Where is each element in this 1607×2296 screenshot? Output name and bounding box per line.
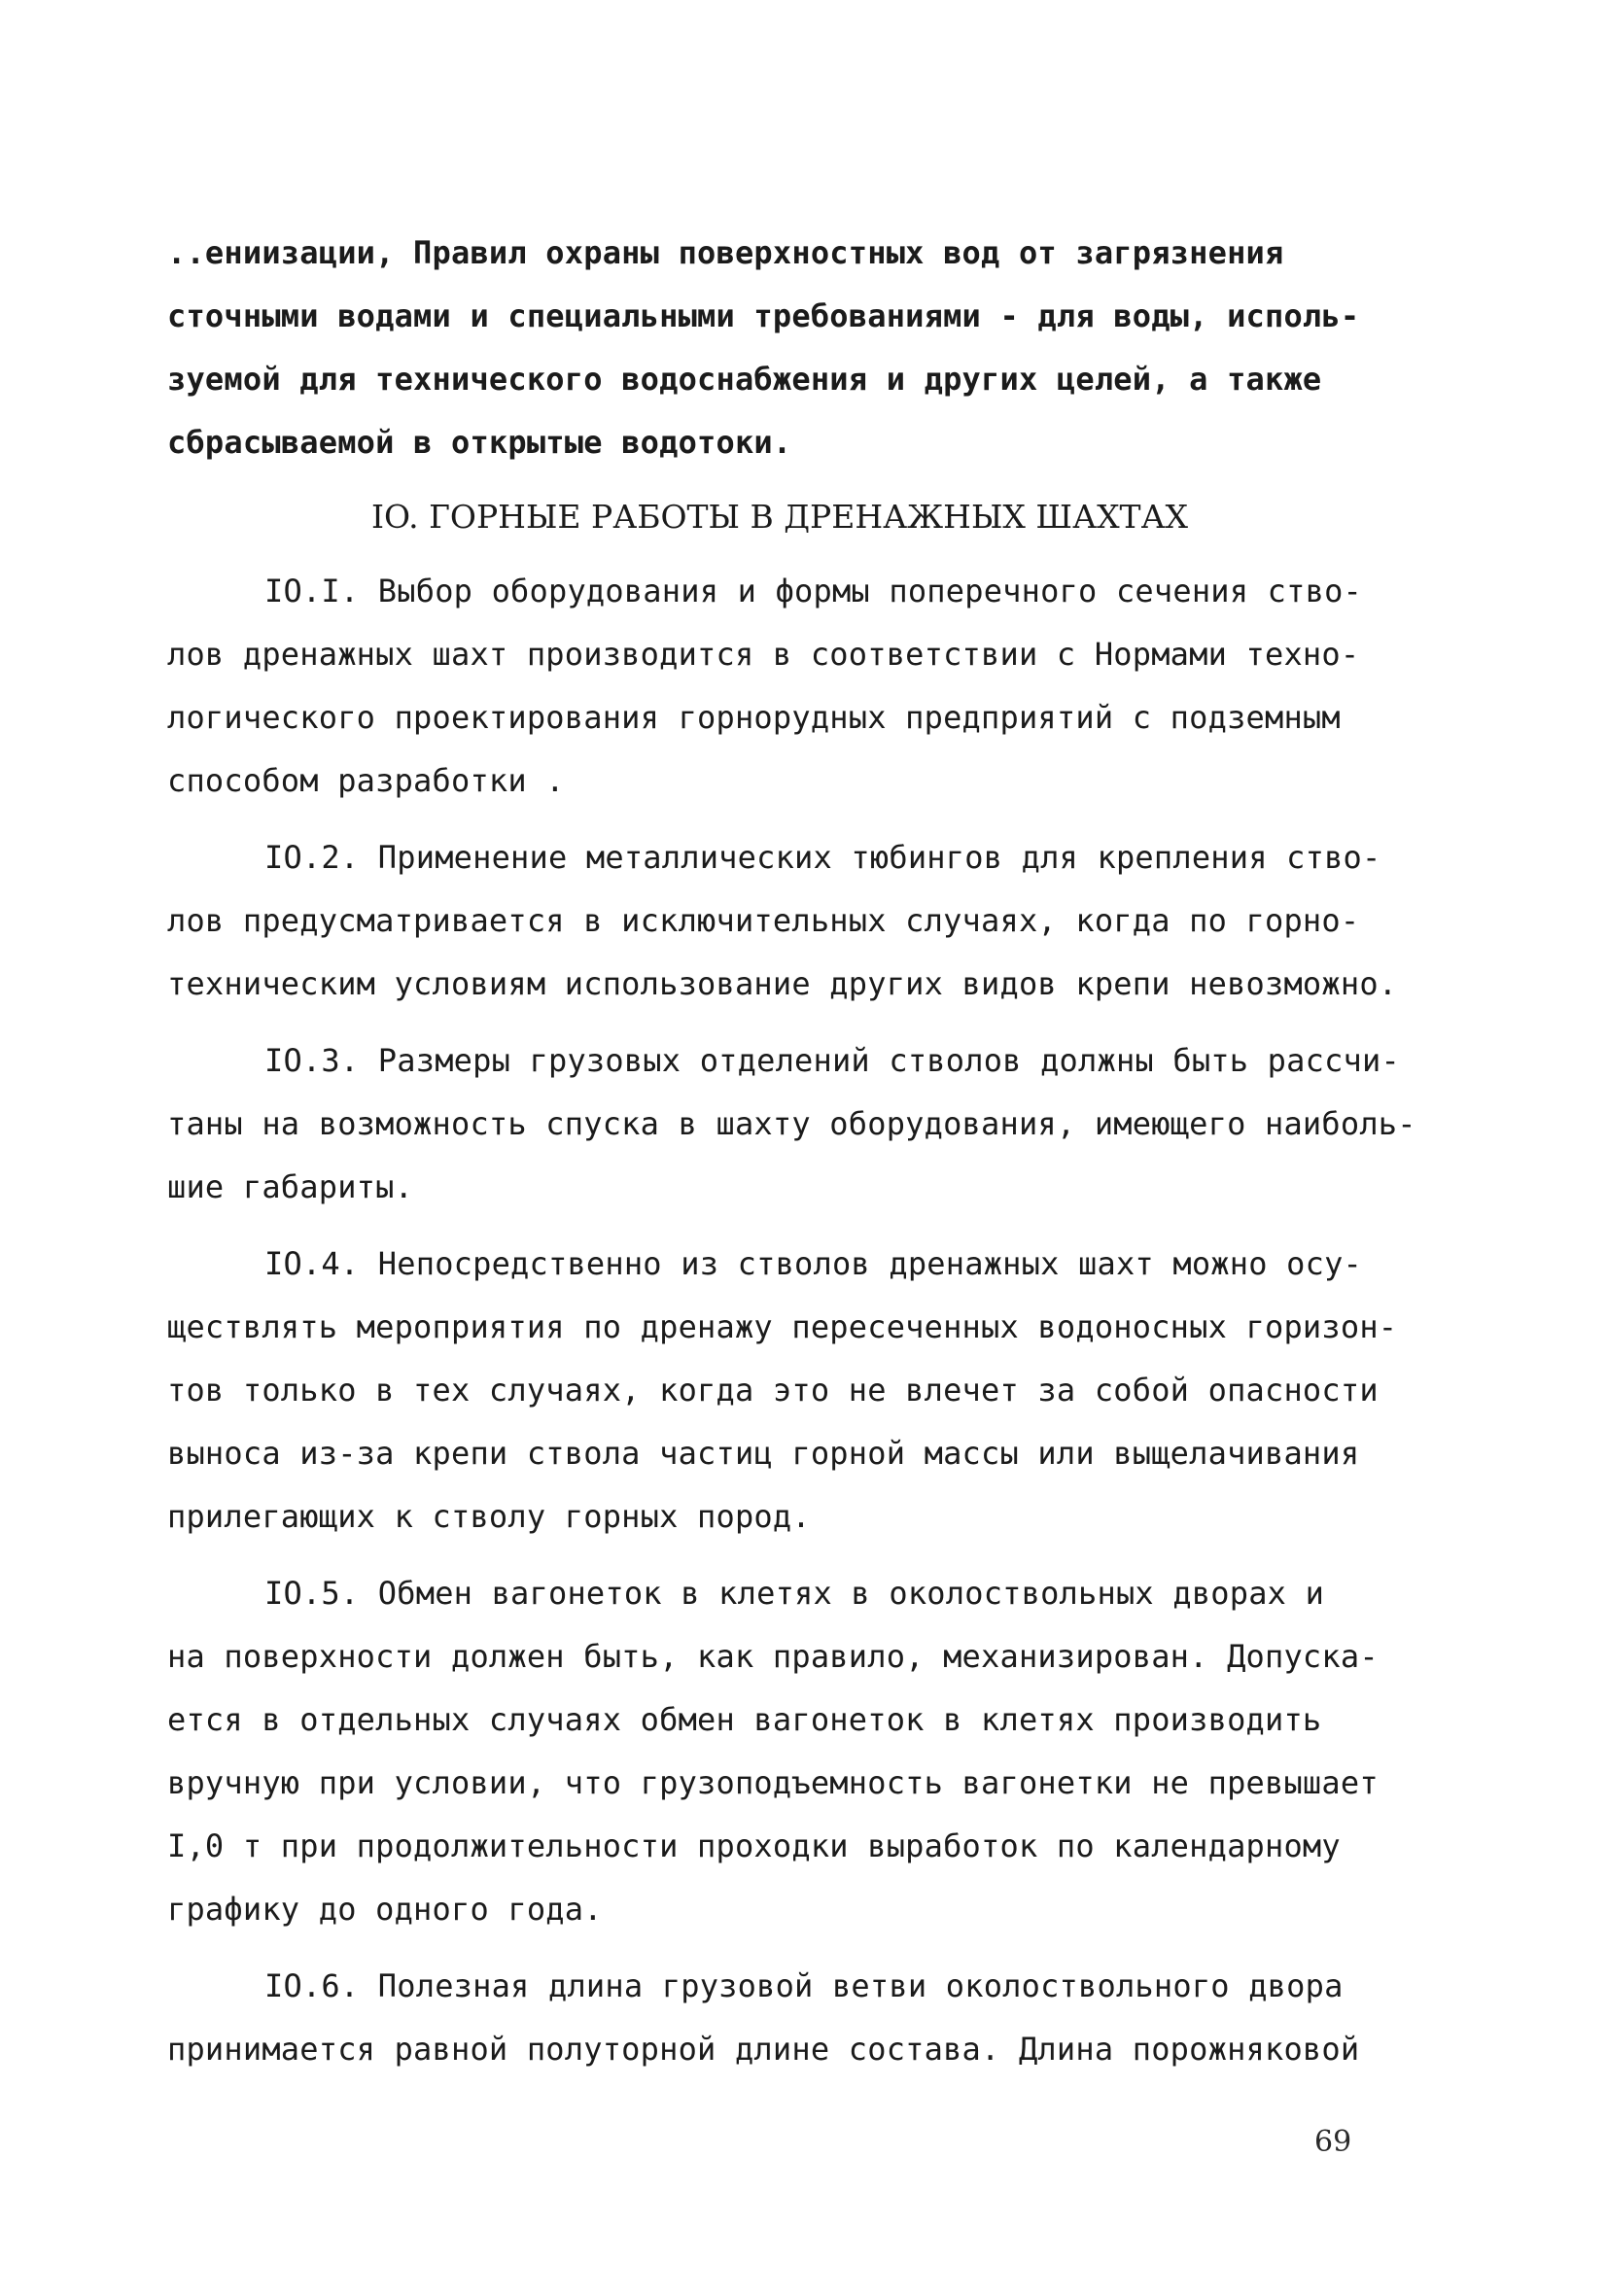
text-line: ется в отдельных случаях обмен вагонеток в клетях производить <box>167 1701 1322 1738</box>
paragraph-10-3 <box>167 1029 1431 1219</box>
text-line: вручную при условии, что грузоподъемность вагонетки не превышает <box>167 1764 1379 1801</box>
paragraph-10-6 <box>167 1955 1431 2081</box>
text-line: ществлять мероприятия по дренажу пересеченных водоносных горизон- <box>167 1308 1398 1345</box>
text-line: лов предусматривается в исключительных случаях, когда по горно- <box>167 902 1360 939</box>
text-line: IO.6. Полезная длина грузовой ветви околоствольного двора <box>264 1967 1344 2004</box>
text-line: лов дренажных шахт производится в соответствии с Нормами техно- <box>167 636 1360 673</box>
text-line: принимается равной полуторной длине состава. Длина порожняковой <box>167 2031 1360 2068</box>
text-line: ..ениизации, Правил охраны поверхностных вод от загрязнения <box>167 234 1284 271</box>
text-line: шие габариты. <box>167 1168 414 1205</box>
paragraph-10-1 <box>167 560 1431 813</box>
text-line: прилегающих к стволу горных пород. <box>167 1498 811 1535</box>
text-line: зуемой для технического водоснабжения и других целей, а также <box>167 361 1322 398</box>
paragraph-10-2 <box>167 826 1431 1016</box>
text-line: тов только в тех случаях, когда это не влечет за собой опасности <box>167 1372 1379 1409</box>
text-line: техническим условиям использование других видов крепи невозможно. <box>167 965 1398 1002</box>
text-line: таны на возможность спуска в шахту оборудования, имеющего наиболь- <box>167 1105 1416 1142</box>
text-line: I,0 т при продолжительности проходки выработок по календарному <box>167 1827 1341 1864</box>
text-line: IO.5. Обмен вагонеток в клетях в околоствольных дворах и <box>264 1575 1325 1612</box>
text-line: способом разработки . <box>167 762 565 799</box>
section-heading: IO. ГОРНЫЕ РАБОТЫ В ДРЕНАЖНЫХ ШАХТАХ <box>370 498 1189 536</box>
text-line: выноса из-за крепи ствола частиц горной массы или выщелачивания <box>167 1435 1360 1472</box>
text-line: IO.2. Применение металлических тюбингов для крепления ство- <box>264 839 1381 876</box>
text-line: сбрасываемой в открытые водотоки. <box>167 424 792 461</box>
document-body <box>167 222 1431 2081</box>
text-line: логического проектирования горнорудных предприятий с подземным <box>167 699 1341 736</box>
text-line: IO.I. Выбор оборудования и формы поперечного сечения ство- <box>264 573 1363 609</box>
paragraph-10-5 <box>167 1562 1431 1941</box>
text-line: на поверхности должен быть, как правило, механизирован. Допуска- <box>167 1638 1379 1675</box>
text-line: IO.3. Размеры грузовых отделений стволов должны быть рассчи- <box>264 1042 1400 1079</box>
intro-paragraph <box>167 222 1431 474</box>
text-line: графику до одного года. <box>167 1891 603 1928</box>
text-line: сточными водами и специальными требованиями - для воды, исполь- <box>167 297 1360 334</box>
text-line: IO.4. Непосредственно из стволов дренажных шахт можно осу- <box>264 1245 1363 1282</box>
paragraph-10-4 <box>167 1233 1431 1548</box>
page-number: 69 <box>1314 2125 1352 2159</box>
